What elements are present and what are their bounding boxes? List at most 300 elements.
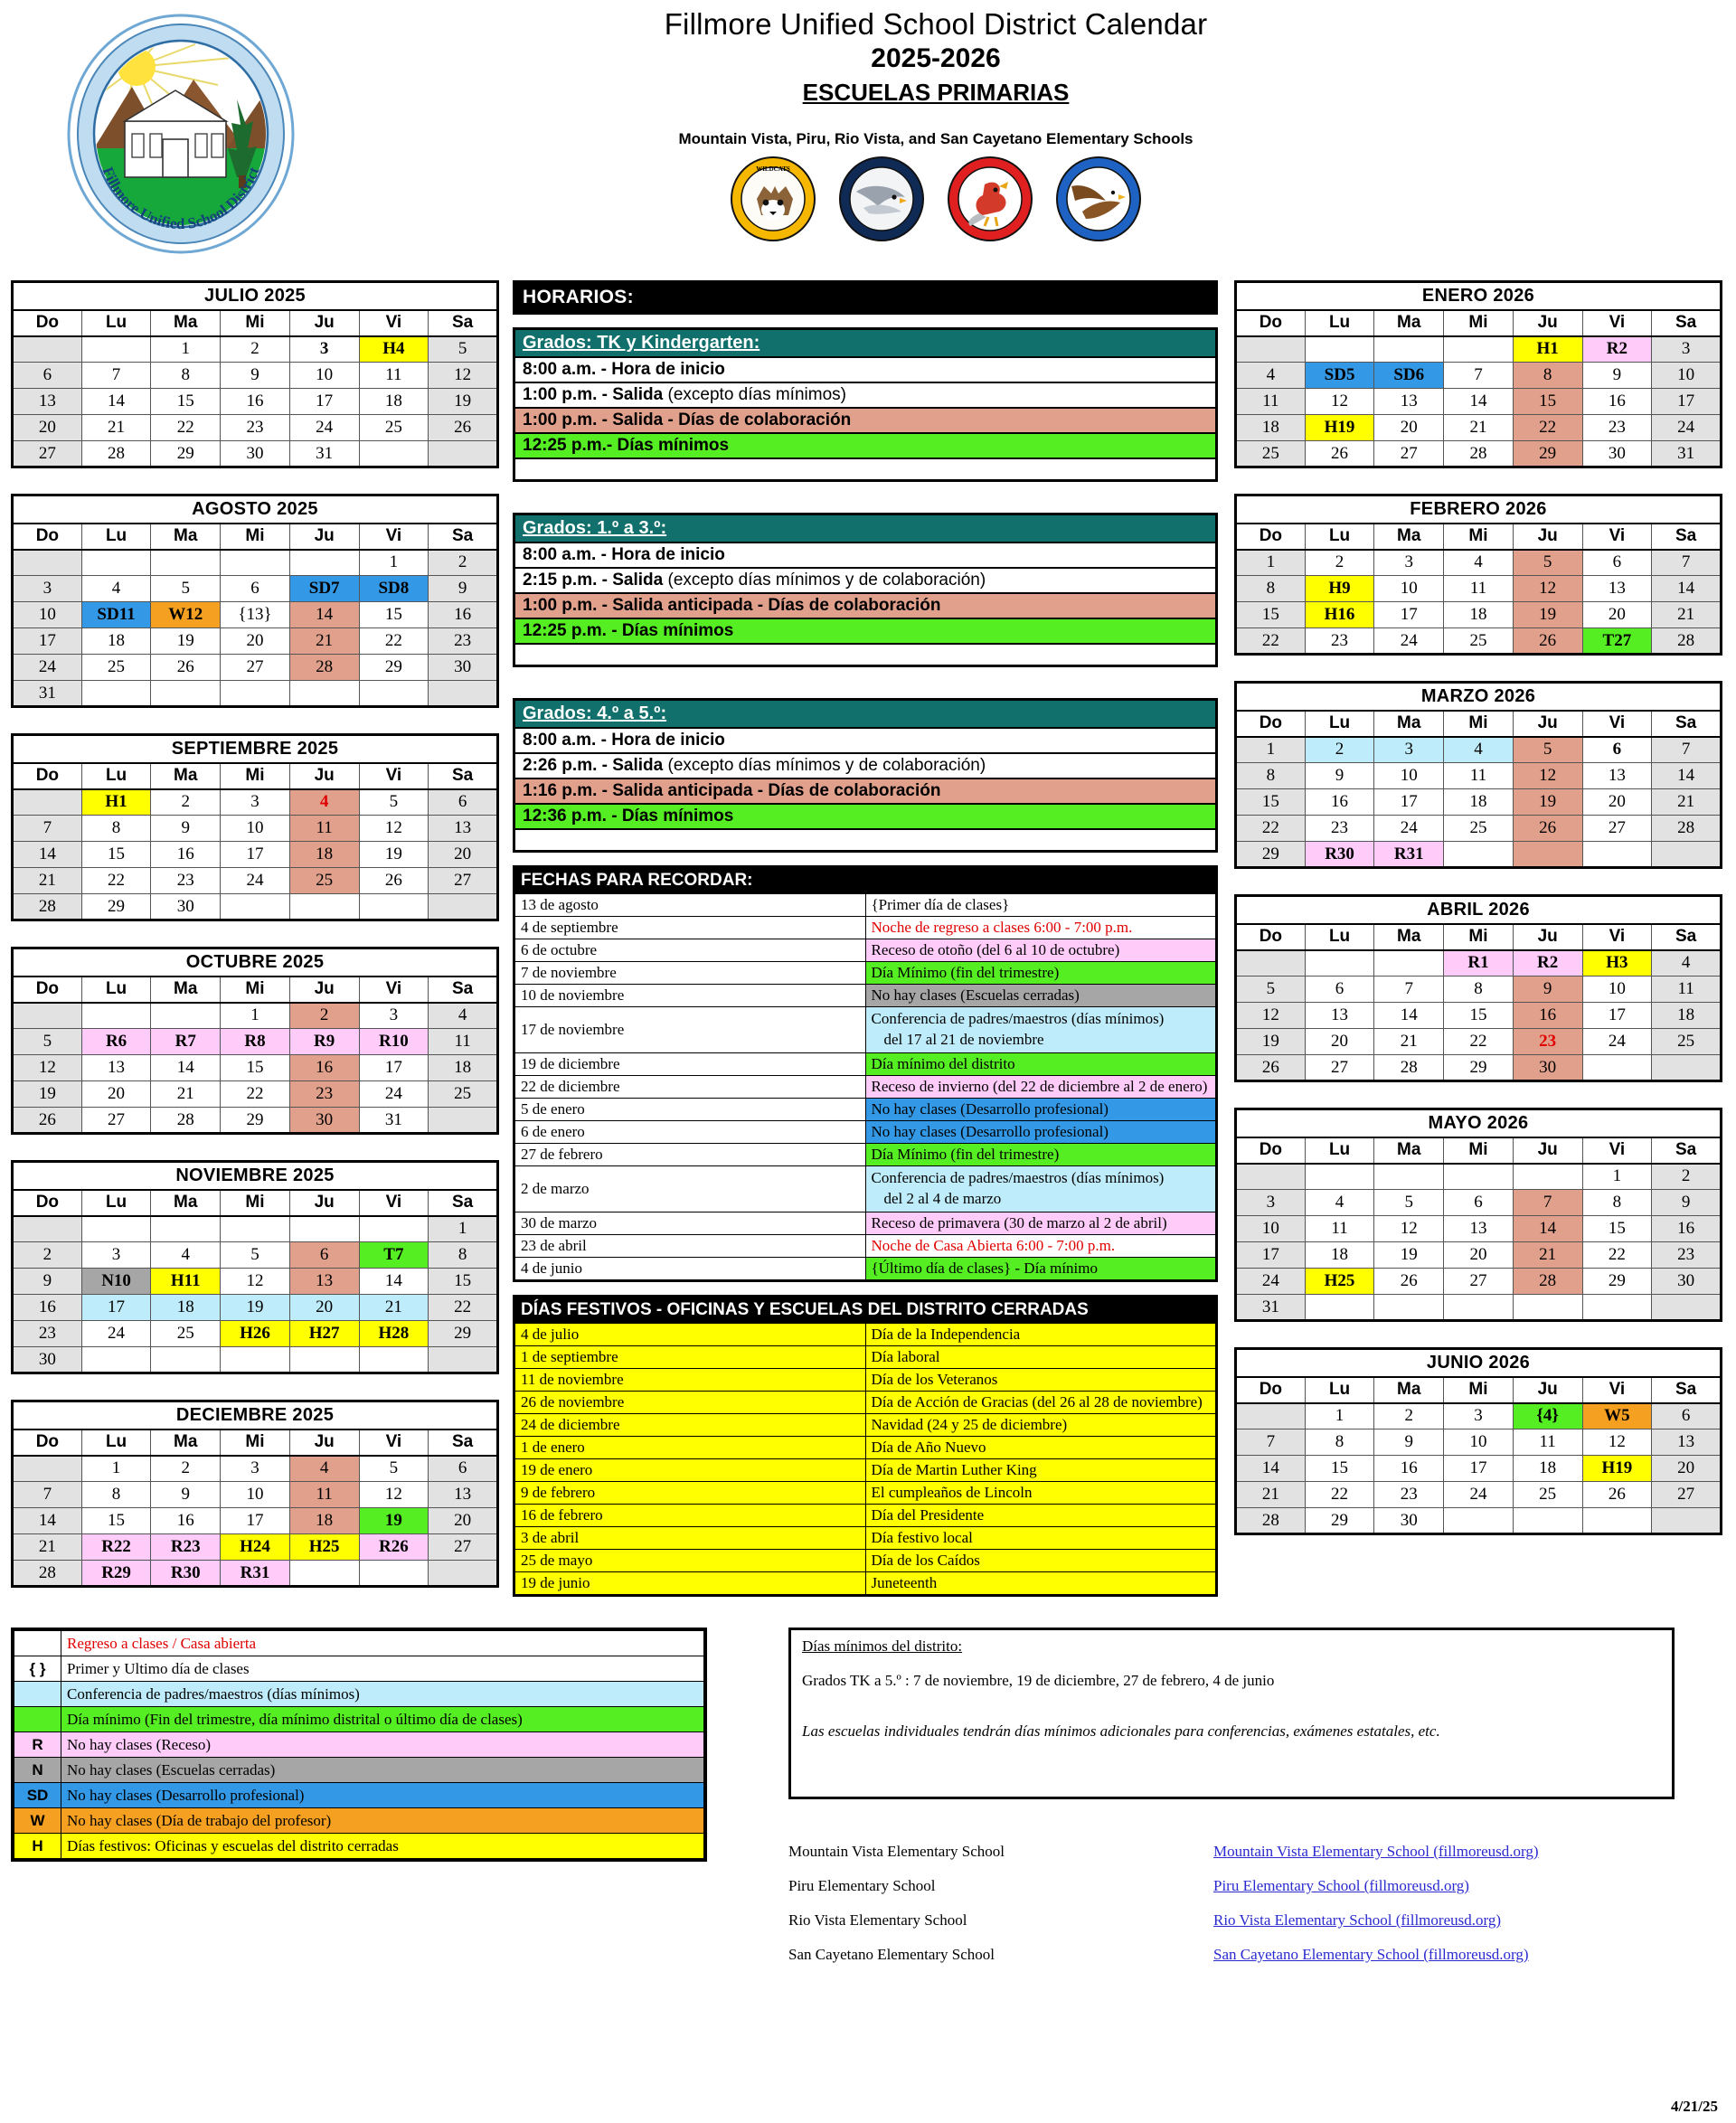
calendar-day-cell[interactable]: 3	[1652, 336, 1722, 363]
calendar-day-cell[interactable]: 8	[81, 1482, 151, 1508]
calendar-day-cell[interactable]: 7	[13, 1482, 82, 1508]
calendar-day-cell[interactable]	[1305, 336, 1374, 363]
calendar-day-cell[interactable]: 29	[359, 655, 429, 681]
calendar-day-cell[interactable]	[1236, 950, 1306, 977]
calendar-day-cell[interactable]: 12	[221, 1269, 290, 1295]
calendar-day-cell[interactable]: 6	[1652, 1403, 1722, 1429]
calendar-day-cell[interactable]: 22	[1444, 1029, 1514, 1055]
calendar-day-cell[interactable]: 1	[81, 1456, 151, 1482]
calendar-day-cell[interactable]: 23	[429, 628, 498, 655]
calendar-day-cell[interactable]: 2	[1305, 737, 1374, 763]
calendar-day-cell[interactable]: 3	[1236, 1190, 1306, 1216]
calendar-day-cell[interactable]	[289, 1347, 359, 1373]
calendar-day-cell[interactable]	[1652, 842, 1722, 868]
calendar-day-cell[interactable]: R8	[221, 1029, 290, 1055]
calendar-day-cell[interactable]: 3	[1374, 737, 1444, 763]
calendar-day-cell[interactable]: 4	[429, 1003, 498, 1029]
calendar-day-cell[interactable]: 20	[1374, 415, 1444, 441]
calendar-day-cell[interactable]	[1652, 1055, 1722, 1081]
calendar-day-cell[interactable]: 2	[1305, 550, 1374, 576]
calendar-day-cell[interactable]: 25	[81, 655, 151, 681]
calendar-day-cell[interactable]: 29	[151, 441, 221, 467]
school-link-row[interactable]	[1213, 1843, 1675, 1877]
calendar-day-cell[interactable]: 13	[1444, 1216, 1514, 1242]
calendar-day-cell[interactable]: R6	[81, 1029, 151, 1055]
calendar-day-cell[interactable]: 17	[221, 842, 290, 868]
calendar-day-cell[interactable]: 22	[1236, 628, 1306, 655]
calendar-day-cell[interactable]: 27	[81, 1108, 151, 1134]
calendar-day-cell[interactable]: 15	[1513, 389, 1582, 415]
calendar-day-cell[interactable]: 16	[13, 1295, 82, 1321]
calendar-day-cell[interactable]: 28	[1444, 441, 1514, 467]
calendar-day-cell[interactable]: 9	[1374, 1429, 1444, 1456]
school-link-row[interactable]	[1213, 1911, 1675, 1946]
calendar-day-cell[interactable]	[1652, 1295, 1722, 1321]
calendar-day-cell[interactable]: 16	[221, 389, 290, 415]
calendar-day-cell[interactable]: SD7	[289, 576, 359, 602]
calendar-day-cell[interactable]: 22	[429, 1295, 498, 1321]
calendar-day-cell[interactable]	[81, 1216, 151, 1242]
calendar-day-cell[interactable]: 22	[1236, 816, 1306, 842]
calendar-day-cell[interactable]: 23	[1652, 1242, 1722, 1269]
calendar-day-cell[interactable]: 27	[1652, 1482, 1722, 1508]
calendar-day-cell[interactable]: 22	[1305, 1482, 1374, 1508]
calendar-day-cell[interactable]: 6	[221, 576, 290, 602]
calendar-day-cell[interactable]: 4	[289, 789, 359, 816]
calendar-day-cell[interactable]: 26	[1305, 441, 1374, 467]
calendar-day-cell[interactable]: 27	[429, 868, 498, 894]
calendar-day-cell[interactable]: 20	[1305, 1029, 1374, 1055]
calendar-day-cell[interactable]: 19	[359, 842, 429, 868]
calendar-day-cell[interactable]: 27	[429, 1534, 498, 1561]
calendar-day-cell[interactable]: 17	[1374, 602, 1444, 628]
calendar-day-cell[interactable]: 28	[1652, 628, 1722, 655]
school-website-link[interactable]: Piru Elementary School (fillmoreusd.org)	[1213, 1877, 1469, 1894]
calendar-day-cell[interactable]: 15	[1582, 1216, 1652, 1242]
calendar-day-cell[interactable]: 10	[13, 602, 82, 628]
calendar-day-cell[interactable]: 25	[151, 1321, 221, 1347]
calendar-day-cell[interactable]: 29	[1444, 1055, 1514, 1081]
calendar-day-cell[interactable]: 30	[151, 894, 221, 920]
calendar-day-cell[interactable]: 12	[1236, 1003, 1306, 1029]
calendar-day-cell[interactable]: 31	[13, 681, 82, 707]
calendar-day-cell[interactable]	[1582, 1295, 1652, 1321]
school-website-link[interactable]: San Cayetano Elementary School (fillmoreusd.org)	[1213, 1946, 1529, 1963]
calendar-day-cell[interactable]: 8	[1582, 1190, 1652, 1216]
calendar-day-cell[interactable]: R23	[151, 1534, 221, 1561]
calendar-day-cell[interactable]: 23	[1513, 1029, 1582, 1055]
calendar-day-cell[interactable]: 3	[13, 576, 82, 602]
calendar-day-cell[interactable]: 19	[151, 628, 221, 655]
calendar-day-cell[interactable]: 14	[289, 602, 359, 628]
calendar-day-cell[interactable]: 27	[221, 655, 290, 681]
calendar-day-cell[interactable]: H25	[289, 1534, 359, 1561]
calendar-day-cell[interactable]	[359, 1347, 429, 1373]
calendar-day-cell[interactable]: H28	[359, 1321, 429, 1347]
calendar-day-cell[interactable]: 5	[151, 576, 221, 602]
calendar-day-cell[interactable]: 3	[1374, 550, 1444, 576]
calendar-day-cell[interactable]: 1	[1305, 1403, 1374, 1429]
calendar-day-cell[interactable]: 5	[1374, 1190, 1444, 1216]
calendar-day-cell[interactable]: 18	[151, 1295, 221, 1321]
calendar-day-cell[interactable]	[289, 894, 359, 920]
calendar-day-cell[interactable]: 16	[1374, 1456, 1444, 1482]
calendar-day-cell[interactable]	[13, 1003, 82, 1029]
calendar-day-cell[interactable]: 11	[1652, 977, 1722, 1003]
calendar-day-cell[interactable]: 17	[81, 1295, 151, 1321]
calendar-day-cell[interactable]: 12	[1582, 1429, 1652, 1456]
calendar-day-cell[interactable]: 8	[429, 1242, 498, 1269]
calendar-day-cell[interactable]: W12	[151, 602, 221, 628]
calendar-day-cell[interactable]: 17	[1374, 789, 1444, 816]
calendar-day-cell[interactable]	[13, 336, 82, 363]
calendar-day-cell[interactable]: 6	[429, 1456, 498, 1482]
calendar-day-cell[interactable]: H19	[1305, 415, 1374, 441]
school-website-link[interactable]: Rio Vista Elementary School (fillmoreusd.org)	[1213, 1911, 1501, 1929]
calendar-day-cell[interactable]: 15	[1236, 789, 1306, 816]
calendar-day-cell[interactable]	[1444, 1295, 1514, 1321]
calendar-day-cell[interactable]: 20	[289, 1295, 359, 1321]
calendar-day-cell[interactable]: 24	[1374, 816, 1444, 842]
calendar-day-cell[interactable]	[429, 894, 498, 920]
calendar-day-cell[interactable]: 6	[1305, 977, 1374, 1003]
calendar-day-cell[interactable]: 4	[1444, 550, 1514, 576]
calendar-day-cell[interactable]: 24	[1582, 1029, 1652, 1055]
calendar-day-cell[interactable]: 2	[221, 336, 290, 363]
calendar-day-cell[interactable]: 6	[13, 363, 82, 389]
calendar-day-cell[interactable]: 18	[1305, 1242, 1374, 1269]
calendar-day-cell[interactable]: 10	[1374, 576, 1444, 602]
calendar-day-cell[interactable]: 9	[13, 1269, 82, 1295]
calendar-day-cell[interactable]	[1652, 1508, 1722, 1534]
calendar-day-cell[interactable]: 18	[1513, 1456, 1582, 1482]
calendar-day-cell[interactable]: 26	[1513, 816, 1582, 842]
calendar-day-cell[interactable]: 8	[1236, 763, 1306, 789]
calendar-day-cell[interactable]: 2	[289, 1003, 359, 1029]
calendar-day-cell[interactable]: 6	[1582, 737, 1652, 763]
calendar-day-cell[interactable]: 10	[289, 363, 359, 389]
calendar-day-cell[interactable]	[151, 1003, 221, 1029]
calendar-day-cell[interactable]: 12	[359, 816, 429, 842]
calendar-day-cell[interactable]: H26	[221, 1321, 290, 1347]
calendar-day-cell[interactable]: 13	[81, 1055, 151, 1081]
calendar-day-cell[interactable]: 4	[81, 576, 151, 602]
calendar-day-cell[interactable]: 23	[1374, 1482, 1444, 1508]
calendar-day-cell[interactable]: 29	[1582, 1269, 1652, 1295]
calendar-day-cell[interactable]: 31	[1652, 441, 1722, 467]
calendar-day-cell[interactable]: SD6	[1374, 363, 1444, 389]
calendar-day-cell[interactable]: 11	[1444, 763, 1514, 789]
calendar-day-cell[interactable]: SD11	[81, 602, 151, 628]
calendar-day-cell[interactable]: 20	[429, 842, 498, 868]
calendar-day-cell[interactable]: 24	[81, 1321, 151, 1347]
calendar-day-cell[interactable]: 7	[1652, 550, 1722, 576]
calendar-day-cell[interactable]: SD8	[359, 576, 429, 602]
calendar-day-cell[interactable]: 2	[1374, 1403, 1444, 1429]
calendar-day-cell[interactable]: H16	[1305, 602, 1374, 628]
calendar-day-cell[interactable]: H1	[81, 789, 151, 816]
calendar-day-cell[interactable]: H3	[1582, 950, 1652, 977]
calendar-day-cell[interactable]: H27	[289, 1321, 359, 1347]
calendar-day-cell[interactable]	[221, 550, 290, 576]
calendar-day-cell[interactable]: 16	[1652, 1216, 1722, 1242]
calendar-day-cell[interactable]: 17	[289, 389, 359, 415]
calendar-day-cell[interactable]: 14	[1236, 1456, 1306, 1482]
calendar-day-cell[interactable]: 29	[1513, 441, 1582, 467]
calendar-day-cell[interactable]: 27	[1374, 441, 1444, 467]
calendar-day-cell[interactable]: 29	[221, 1108, 290, 1134]
calendar-day-cell[interactable]: 25	[429, 1081, 498, 1108]
calendar-day-cell[interactable]: 21	[1652, 789, 1722, 816]
calendar-day-cell[interactable]: 15	[81, 842, 151, 868]
calendar-day-cell[interactable]: 23	[1305, 816, 1374, 842]
calendar-day-cell[interactable]	[1513, 1508, 1582, 1534]
calendar-day-cell[interactable]: 25	[289, 868, 359, 894]
calendar-day-cell[interactable]: 3	[221, 1456, 290, 1482]
calendar-day-cell[interactable]: 21	[13, 868, 82, 894]
calendar-day-cell[interactable]: 4	[289, 1456, 359, 1482]
calendar-day-cell[interactable]: 5	[359, 1456, 429, 1482]
calendar-day-cell[interactable]: 2	[1652, 1164, 1722, 1190]
calendar-day-cell[interactable]: 21	[13, 1534, 82, 1561]
calendar-day-cell[interactable]: 21	[359, 1295, 429, 1321]
calendar-day-cell[interactable]: H1	[1513, 336, 1582, 363]
calendar-day-cell[interactable]	[359, 1216, 429, 1242]
calendar-day-cell[interactable]: 14	[81, 389, 151, 415]
calendar-day-cell[interactable]	[1374, 950, 1444, 977]
calendar-day-cell[interactable]: 17	[1582, 1003, 1652, 1029]
calendar-day-cell[interactable]: 14	[1444, 389, 1514, 415]
calendar-day-cell[interactable]: 23	[13, 1321, 82, 1347]
calendar-day-cell[interactable]: 14	[1513, 1216, 1582, 1242]
calendar-day-cell[interactable]: 7	[81, 363, 151, 389]
calendar-day-cell[interactable]: 5	[221, 1242, 290, 1269]
calendar-day-cell[interactable]	[13, 550, 82, 576]
calendar-day-cell[interactable]	[1513, 1295, 1582, 1321]
calendar-day-cell[interactable]: 22	[1513, 415, 1582, 441]
calendar-day-cell[interactable]	[289, 1216, 359, 1242]
calendar-day-cell[interactable]: 15	[151, 389, 221, 415]
calendar-day-cell[interactable]	[1513, 842, 1582, 868]
calendar-day-cell[interactable]: 22	[1582, 1242, 1652, 1269]
calendar-day-cell[interactable]: 1	[151, 336, 221, 363]
calendar-day-cell[interactable]: 14	[1374, 1003, 1444, 1029]
calendar-day-cell[interactable]: SD5	[1305, 363, 1374, 389]
calendar-day-cell[interactable]: 26	[1513, 628, 1582, 655]
calendar-day-cell[interactable]: 27	[1444, 1269, 1514, 1295]
calendar-day-cell[interactable]: 12	[1374, 1216, 1444, 1242]
calendar-day-cell[interactable]: 16	[289, 1055, 359, 1081]
calendar-day-cell[interactable]	[429, 681, 498, 707]
calendar-day-cell[interactable]: 27	[1305, 1055, 1374, 1081]
calendar-day-cell[interactable]	[13, 789, 82, 816]
calendar-day-cell[interactable]: 5	[1236, 977, 1306, 1003]
calendar-day-cell[interactable]	[221, 1347, 290, 1373]
calendar-day-cell[interactable]: 26	[1582, 1482, 1652, 1508]
calendar-day-cell[interactable]	[1374, 336, 1444, 363]
calendar-day-cell[interactable]: 3	[81, 1242, 151, 1269]
calendar-day-cell[interactable]: 3	[289, 336, 359, 363]
calendar-day-cell[interactable]: 12	[1513, 763, 1582, 789]
calendar-day-cell[interactable]: 19	[221, 1295, 290, 1321]
calendar-day-cell[interactable]: 21	[1444, 415, 1514, 441]
calendar-day-cell[interactable]: 22	[359, 628, 429, 655]
calendar-day-cell[interactable]	[13, 1216, 82, 1242]
calendar-day-cell[interactable]: 19	[359, 1508, 429, 1534]
calendar-day-cell[interactable]	[359, 894, 429, 920]
calendar-day-cell[interactable]: 24	[1652, 415, 1722, 441]
calendar-day-cell[interactable]: 29	[429, 1321, 498, 1347]
calendar-day-cell[interactable]	[151, 550, 221, 576]
calendar-day-cell[interactable]: 30	[1374, 1508, 1444, 1534]
calendar-day-cell[interactable]	[81, 550, 151, 576]
calendar-day-cell[interactable]: R1	[1444, 950, 1514, 977]
calendar-day-cell[interactable]: 22	[151, 415, 221, 441]
calendar-day-cell[interactable]: 10	[1236, 1216, 1306, 1242]
calendar-day-cell[interactable]: 18	[1444, 602, 1514, 628]
calendar-day-cell[interactable]: 18	[1652, 1003, 1722, 1029]
calendar-day-cell[interactable]: 17	[1236, 1242, 1306, 1269]
calendar-day-cell[interactable]: 31	[1236, 1295, 1306, 1321]
calendar-day-cell[interactable]	[429, 1108, 498, 1134]
calendar-day-cell[interactable]: 31	[359, 1108, 429, 1134]
calendar-day-cell[interactable]: 16	[1582, 389, 1652, 415]
calendar-day-cell[interactable]: 10	[1652, 363, 1722, 389]
calendar-day-cell[interactable]	[429, 441, 498, 467]
calendar-day-cell[interactable]: 26	[359, 868, 429, 894]
calendar-day-cell[interactable]: {13}	[221, 602, 290, 628]
calendar-day-cell[interactable]: 25	[1513, 1482, 1582, 1508]
calendar-day-cell[interactable]	[1444, 1164, 1514, 1190]
calendar-day-cell[interactable]: T27	[1582, 628, 1652, 655]
calendar-day-cell[interactable]: 19	[1236, 1029, 1306, 1055]
calendar-day-cell[interactable]: H4	[359, 336, 429, 363]
calendar-day-cell[interactable]: 3	[221, 789, 290, 816]
calendar-day-cell[interactable]: R31	[221, 1561, 290, 1587]
calendar-day-cell[interactable]: 21	[81, 415, 151, 441]
calendar-day-cell[interactable]: 5	[1513, 550, 1582, 576]
calendar-day-cell[interactable]: 14	[1652, 763, 1722, 789]
calendar-day-cell[interactable]: 13	[1582, 576, 1652, 602]
calendar-day-cell[interactable]: 21	[1374, 1029, 1444, 1055]
calendar-day-cell[interactable]: 13	[1582, 763, 1652, 789]
calendar-day-cell[interactable]: 29	[81, 894, 151, 920]
calendar-day-cell[interactable]: 23	[1582, 415, 1652, 441]
calendar-day-cell[interactable]: 9	[151, 816, 221, 842]
calendar-day-cell[interactable]: 21	[1236, 1482, 1306, 1508]
calendar-day-cell[interactable]	[1444, 1508, 1514, 1534]
calendar-day-cell[interactable]: 30	[429, 655, 498, 681]
calendar-day-cell[interactable]: 19	[429, 389, 498, 415]
calendar-day-cell[interactable]: 12	[359, 1482, 429, 1508]
calendar-day-cell[interactable]: 7	[1652, 737, 1722, 763]
calendar-day-cell[interactable]	[151, 681, 221, 707]
calendar-day-cell[interactable]: 17	[221, 1508, 290, 1534]
calendar-day-cell[interactable]: 18	[359, 389, 429, 415]
school-link-row[interactable]	[1213, 1877, 1675, 1911]
calendar-day-cell[interactable]	[289, 550, 359, 576]
calendar-day-cell[interactable]: 5	[359, 789, 429, 816]
calendar-day-cell[interactable]: H9	[1305, 576, 1374, 602]
calendar-day-cell[interactable]: 10	[1582, 977, 1652, 1003]
calendar-day-cell[interactable]: H11	[151, 1269, 221, 1295]
calendar-day-cell[interactable]: 11	[1513, 1429, 1582, 1456]
calendar-day-cell[interactable]: 4	[1236, 363, 1306, 389]
calendar-day-cell[interactable]: 20	[221, 628, 290, 655]
calendar-day-cell[interactable]: 11	[289, 816, 359, 842]
calendar-day-cell[interactable]: 24	[289, 415, 359, 441]
calendar-day-cell[interactable]: 11	[359, 363, 429, 389]
calendar-day-cell[interactable]: 30	[289, 1108, 359, 1134]
calendar-day-cell[interactable]: 15	[1444, 1003, 1514, 1029]
calendar-day-cell[interactable]: 9	[429, 576, 498, 602]
calendar-day-cell[interactable]: 20	[1582, 789, 1652, 816]
calendar-day-cell[interactable]: 18	[289, 1508, 359, 1534]
calendar-day-cell[interactable]: 26	[13, 1108, 82, 1134]
calendar-day-cell[interactable]: 12	[13, 1055, 82, 1081]
calendar-day-cell[interactable]: 6	[1444, 1190, 1514, 1216]
calendar-day-cell[interactable]	[151, 1347, 221, 1373]
calendar-day-cell[interactable]: 14	[13, 842, 82, 868]
calendar-day-cell[interactable]: 1	[359, 550, 429, 576]
calendar-day-cell[interactable]	[81, 336, 151, 363]
calendar-day-cell[interactable]: R22	[81, 1534, 151, 1561]
calendar-day-cell[interactable]: 11	[289, 1482, 359, 1508]
calendar-day-cell[interactable]: 24	[13, 655, 82, 681]
calendar-day-cell[interactable]: 24	[221, 868, 290, 894]
calendar-day-cell[interactable]	[221, 681, 290, 707]
calendar-day-cell[interactable]: R30	[151, 1561, 221, 1587]
calendar-day-cell[interactable]: 9	[151, 1482, 221, 1508]
calendar-day-cell[interactable]: 2	[13, 1242, 82, 1269]
calendar-day-cell[interactable]: R2	[1582, 336, 1652, 363]
calendar-day-cell[interactable]: 18	[1444, 789, 1514, 816]
calendar-day-cell[interactable]: 29	[1236, 842, 1306, 868]
calendar-day-cell[interactable]: 25	[359, 415, 429, 441]
calendar-day-cell[interactable]: 7	[1444, 363, 1514, 389]
calendar-day-cell[interactable]: 29	[1305, 1508, 1374, 1534]
calendar-day-cell[interactable]: 21	[151, 1081, 221, 1108]
calendar-day-cell[interactable]	[1236, 1403, 1306, 1429]
calendar-day-cell[interactable]: 1	[429, 1216, 498, 1242]
calendar-day-cell[interactable]	[221, 1216, 290, 1242]
calendar-day-cell[interactable]	[359, 681, 429, 707]
calendar-day-cell[interactable]: 23	[289, 1081, 359, 1108]
calendar-day-cell[interactable]: 28	[289, 655, 359, 681]
calendar-day-cell[interactable]: 14	[1652, 576, 1722, 602]
calendar-day-cell[interactable]: T7	[359, 1242, 429, 1269]
calendar-day-cell[interactable]: 3	[359, 1003, 429, 1029]
calendar-day-cell[interactable]: 9	[1652, 1190, 1722, 1216]
calendar-day-cell[interactable]: {4}	[1513, 1403, 1582, 1429]
calendar-day-cell[interactable]: 26	[1374, 1269, 1444, 1295]
calendar-day-cell[interactable]: 26	[151, 655, 221, 681]
calendar-day-cell[interactable]: 25	[1652, 1029, 1722, 1055]
calendar-day-cell[interactable]	[81, 1347, 151, 1373]
calendar-day-cell[interactable]	[81, 1003, 151, 1029]
calendar-day-cell[interactable]: 13	[1305, 1003, 1374, 1029]
calendar-day-cell[interactable]: 15	[81, 1508, 151, 1534]
calendar-day-cell[interactable]: 1	[1236, 737, 1306, 763]
calendar-day-cell[interactable]: 16	[1305, 789, 1374, 816]
calendar-day-cell[interactable]: 20	[1652, 1456, 1722, 1482]
calendar-day-cell[interactable]: 25	[1444, 628, 1514, 655]
calendar-day-cell[interactable]: 20	[13, 415, 82, 441]
calendar-day-cell[interactable]: 4	[151, 1242, 221, 1269]
calendar-day-cell[interactable]: 19	[1513, 789, 1582, 816]
calendar-day-cell[interactable]	[429, 1347, 498, 1373]
calendar-day-cell[interactable]: 11	[1305, 1216, 1374, 1242]
